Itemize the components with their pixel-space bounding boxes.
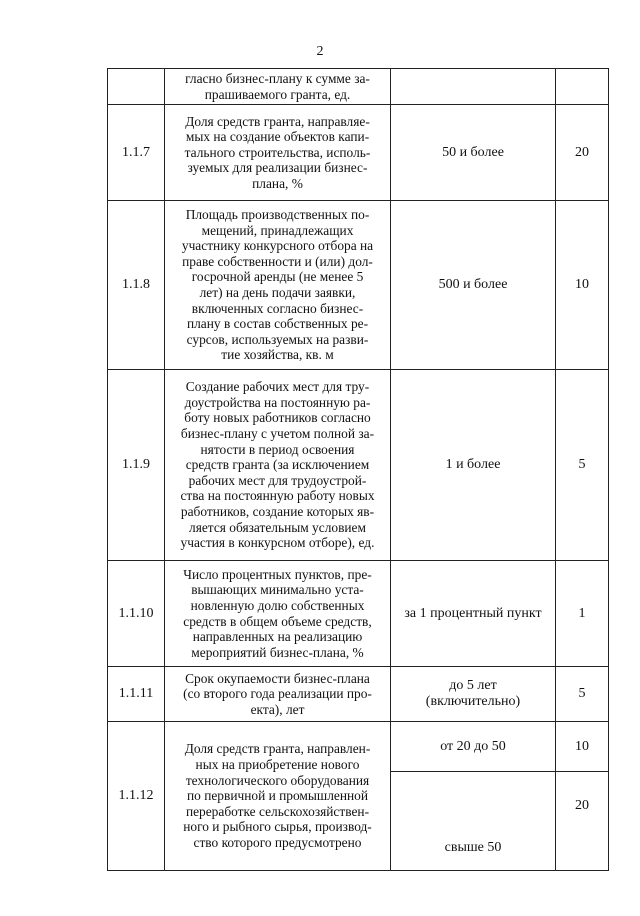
table-row [108, 667, 609, 722]
criterion-score: 5 [556, 370, 609, 561]
criterion-description: гласно бизнес-плану к сумме за- прашиваемого гранта, ед. [165, 69, 391, 105]
table-row [108, 201, 609, 370]
criterion-score: 10 [556, 201, 609, 370]
criterion-number: 1.1.8 [108, 201, 165, 370]
criterion-value: 500 и более [391, 201, 556, 370]
criterion-value: свыше 50 [391, 772, 556, 871]
criterion-value: за 1 процентный пункт [391, 561, 556, 667]
criterion-score [556, 69, 609, 105]
page-number: 2 [316, 44, 324, 59]
criterion-number: 1.1.10 [108, 561, 165, 667]
criterion-description: Доля средств гранта, направляе- мых на создание объектов капи- тального строительства, исполь- зуемых для реализации бизнес- плана, % [165, 105, 391, 201]
criterion-value: от 20 до 50 [391, 722, 556, 772]
criterion-number: 1.1.9 [108, 370, 165, 561]
table-row [108, 105, 609, 201]
criterion-number [108, 69, 165, 105]
criterion-score: 20 [556, 772, 609, 871]
criterion-value [391, 69, 556, 105]
criteria-table [107, 68, 609, 871]
criterion-description: Доля средств гранта, направлен- ных на приобретение нового технологического оборудования по первичной и промышленной переработке сельскохозяйствен- ного и рыбного сырья, производ- ство которого предусмотрено [165, 722, 391, 871]
table-row [108, 370, 609, 561]
criterion-score: 1 [556, 561, 609, 667]
criterion-description: Создание рабочих мест для тру- доустройства на постоянную ра- боту новых работников согласно бизнес-плану с учетом полной за- нятости в период освоения средств гранта (за исключением рабочих мест для трудоустрой- ства на постоянную работу новых работников, создание которых яв- ляется обязательным условием участия в конкурсном отборе), ед. [165, 370, 391, 561]
criterion-value: до 5 лет (включительно) [391, 667, 556, 722]
table-row [108, 722, 609, 772]
criterion-value: 1 и более [391, 370, 556, 561]
table-row [108, 561, 609, 667]
criterion-description: Срок окупаемости бизнес-плана (со второго года реализации про- екта), лет [165, 667, 391, 722]
table-row [108, 69, 609, 105]
criterion-description: Площадь производственных по- мещений, принадлежащих участнику конкурсного отбора на праве собственности и (или) дол- госрочной аренды (не менее 5 лет) на день подачи заявки, включенных согласно бизнес- плану в состав собственных ре- сурсов, используемых на разви- тие хозяйства, кв. м [165, 201, 391, 370]
criterion-number: 1.1.11 [108, 667, 165, 722]
criterion-value: 50 и более [391, 105, 556, 201]
criterion-score: 10 [556, 722, 609, 772]
criterion-number: 1.1.12 [108, 722, 165, 871]
criterion-number: 1.1.7 [108, 105, 165, 201]
criterion-score: 5 [556, 667, 609, 722]
criterion-description: Число процентных пунктов, пре- вышающих минимально уста- новленную долю собственных средств в общем объеме средств, направленных на реализацию мероприятий бизнес-плана, % [165, 561, 391, 667]
criterion-score: 20 [556, 105, 609, 201]
